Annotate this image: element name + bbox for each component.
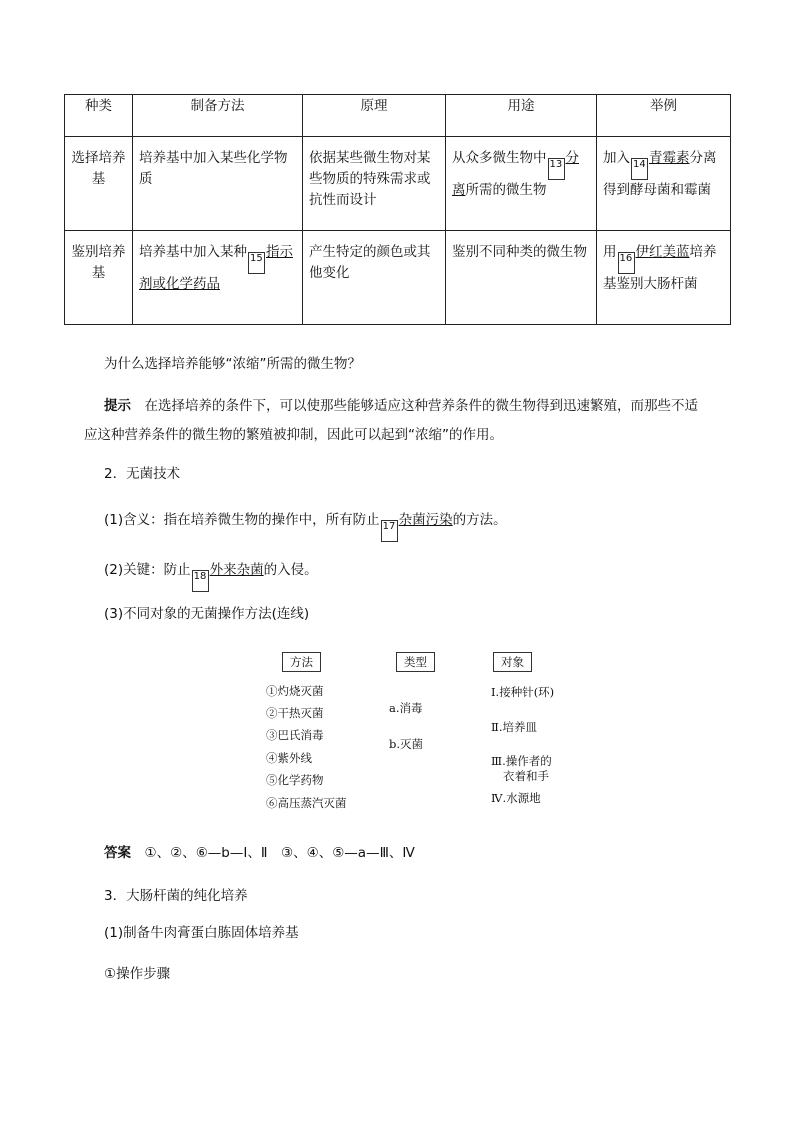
hint-line1 <box>104 394 698 414</box>
section3-p2: ①操作步骤 <box>104 966 171 982</box>
row1-principle: 依据某些微生物对某些物质的特殊需求或抗性而设计 <box>303 137 446 231</box>
answer-marker: 17 <box>381 520 398 542</box>
diagram-header-method: 方法 <box>282 652 321 672</box>
method-item: ④紫外线 <box>266 751 312 765</box>
diagram-header-object: 对象 <box>493 652 532 672</box>
section2-p1 <box>104 508 507 542</box>
object-item: Ⅰ.接种针(环) <box>491 685 555 699</box>
answer-marker: 16 <box>618 252 635 274</box>
section2-p1-answer: 杂菌污染 <box>398 512 453 528</box>
col-header-kind: 种类 <box>65 95 133 137</box>
col-header-example: 举例 <box>597 95 731 137</box>
hint-label: 提示 <box>104 398 131 414</box>
method-item: ②干热灭菌 <box>266 706 324 720</box>
row2-method <box>133 231 303 325</box>
row2-example-text: 用 <box>603 244 617 260</box>
row2-example-text-after: 培养基鉴别大肠杆菌 <box>603 244 717 292</box>
type-item: a.消毒 <box>389 701 423 715</box>
answer-line <box>104 841 415 861</box>
type-item: b.灭菌 <box>389 737 424 751</box>
row1-use-answer: 分离 <box>452 150 579 198</box>
row1-method: 培养基中加入某些化学物质 <box>133 137 303 231</box>
hint-text1: 在选择培养的条件下，可以使那些能够适应这种营养条件的微生物得到迅速繁殖，而那些不适 <box>144 398 698 414</box>
section2-p2-after: 的入侵。 <box>263 562 318 578</box>
row2-example-answer: 伊红美蓝 <box>635 244 690 260</box>
object-item: 衣着和手 <box>503 769 549 783</box>
section2-p2 <box>104 558 318 592</box>
col-header-use: 用途 <box>446 95 597 137</box>
section2-p2-answer: 外来杂菌 <box>209 562 264 578</box>
row1-example-text: 加入 <box>603 150 630 166</box>
row2-example <box>597 231 731 325</box>
hint-line2: 应这种营养条件的微生物的繁殖被抑制，因此可以起到“浓缩”的作用。 <box>84 427 503 443</box>
section3-p1: (1)制备牛肉膏蛋白胨固体培养基 <box>104 925 299 941</box>
method-item: ⑤化学药物 <box>266 773 324 787</box>
answer-marker: 15 <box>248 252 265 274</box>
answer-marker: 13 <box>548 158 565 180</box>
diagram-header-type: 类型 <box>396 652 435 672</box>
col-header-method: 制备方法 <box>133 95 303 137</box>
answer-label: 答案 <box>104 845 131 861</box>
section2-p1-after: 的方法。 <box>452 512 507 528</box>
section2-p2-text: (2)关键：防止 <box>104 562 191 578</box>
section3-title: 3．大肠杆菌的纯化培养 <box>104 888 248 904</box>
object-item: Ⅲ.操作者的 <box>491 754 552 768</box>
row1-example-text-after: 分离得到酵母菌和霉菌 <box>603 150 717 198</box>
object-item: Ⅱ.培养皿 <box>491 720 537 734</box>
col-header-principle: 原理 <box>303 95 446 137</box>
section2-p3: (3)不同对象的无菌操作方法(连线) <box>104 606 310 622</box>
row1-example <box>597 137 731 231</box>
table-header-row <box>65 95 731 137</box>
matching-diagram <box>255 650 575 820</box>
table-row <box>65 137 731 231</box>
table-row <box>65 231 731 325</box>
row2-use: 鉴别不同种类的微生物 <box>446 231 597 325</box>
row2-method-text: 培养基中加入某种 <box>139 244 247 260</box>
row1-use-text: 从众多微生物中 <box>452 150 547 166</box>
culture-medium-table <box>64 94 731 325</box>
row1-kind: 选择培养基 <box>65 137 133 231</box>
answer-text: ①、②、⑥—b—Ⅰ、Ⅱ ③、④、⑤—a—Ⅲ、Ⅳ <box>144 845 415 861</box>
row2-kind: 鉴别培养基 <box>65 231 133 325</box>
row2-principle: 产生特定的颜色或其他变化 <box>303 231 446 325</box>
row1-example-answer: 青霉素 <box>649 150 690 166</box>
row2-method-answer: 指示剂或化学药品 <box>139 244 293 292</box>
method-item: ⑥高压蒸汽灭菌 <box>266 796 347 810</box>
answer-marker: 18 <box>192 570 209 592</box>
answer-marker: 14 <box>631 158 648 180</box>
section2-title: 2．无菌技术 <box>104 466 181 482</box>
row1-use <box>446 137 597 231</box>
method-item: ③巴氏消毒 <box>266 728 324 742</box>
section2-p1-text: (1)含义：指在培养微生物的操作中，所有防止 <box>104 512 380 528</box>
object-item: Ⅳ.水源地 <box>491 791 541 805</box>
row1-use-text-after: 所需的微生物 <box>465 182 547 198</box>
method-item: ①灼烧灭菌 <box>266 684 324 698</box>
question: 为什么选择培养能够“浓缩”所需的微生物？ <box>104 356 361 372</box>
